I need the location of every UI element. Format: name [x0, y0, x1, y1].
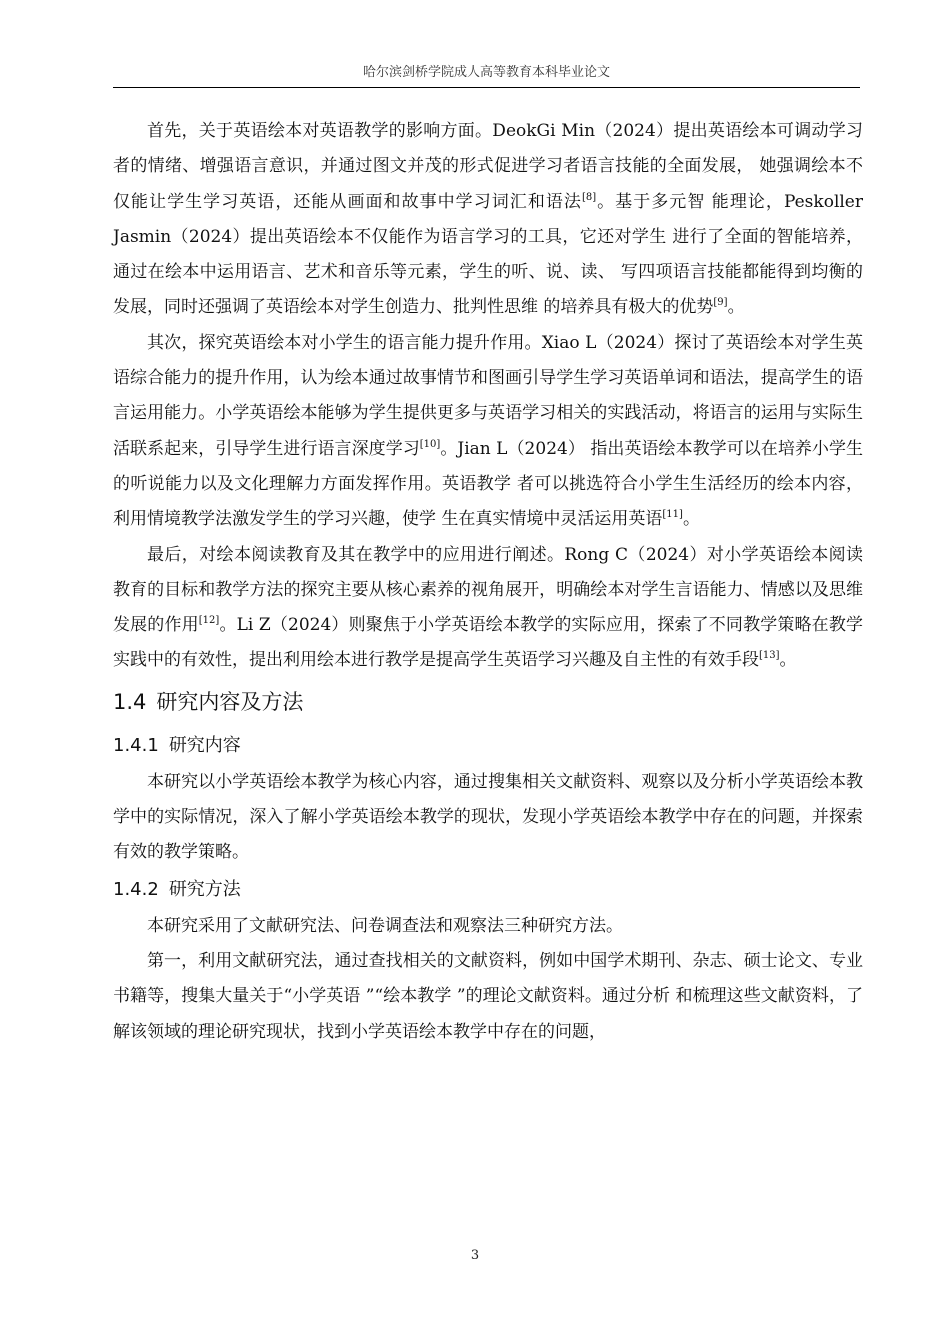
paragraph-text: 。基于多元智 能理论，Peskoller Jasmin（2024）提出英语绘本不仅能作为语言学习的工具，它还对学生 进行了全面的智能培养，通过在绘本中运用语言、艺术和音乐等元素，学生的听、说、读、 写四项语言技能都能得到均衡的发展，同时还强调了英语绘本对学生创造力、批判性思维 的培养具有极大的优势 [113, 191, 863, 318]
paragraph-text: 最后，对绘本阅读教育及其在教学中的应用进行阐述。Rong C（2024）对小学英语绘本阅读教育的目标和教学方法的探究主要从核心素养的视角展开，明确绘本对学生言语能力、情感以及思维发展的作用 [113, 544, 863, 636]
section-number: 1.4 [113, 689, 147, 714]
paragraph-language-ability [113, 326, 863, 538]
citation-10[interactable]: [10] [419, 438, 441, 450]
paragraph-research-content: 本研究以小学英语绘本教学为核心内容，通过搜集相关文献资料、观察以及分析小学英语绘本教学中的实际情况，深入了解小学英语绘本教学的现状，发现小学英语绘本教学中存在的问题，并探索有效的教学策略。 [113, 771, 863, 863]
section-heading-1-4-1 [113, 727, 863, 765]
section-number: 1.4.2 [113, 878, 159, 900]
paragraph-text: 。 [682, 509, 700, 530]
citation-9[interactable]: [9] [713, 297, 728, 309]
paragraph-literature-method: 第一，利用文献研究法，通过查找相关的文献资料，例如中国学术期刊、杂志、硕士论文、专业书籍等，搜集大量关于“小学英语 ”“绘本教学 ”的理论文献资料。通过分析 和梳理这些文献资料，了解该领域的理论研究现状，找到小学英语绘本教学中存在的问题， [113, 950, 863, 1042]
paragraph-text: 。Jian L（2024） 指出英语绘本教学可以在培养小学生的听说能力以及文化理解力方面发挥作用。英语教学 者可以挑选符合小学生生活经历的绘本内容，利用情境教学法激发学生的学习兴趣，使学 生在真实情境中灵活运用英语 [113, 438, 863, 530]
paragraph-text: 。Li Z（2024）则聚焦于小学英语绘本教学的实际应用，探索了不同教学策略在教学实践中的有效性，提出利用绘本进行教学是提高学生英语学习兴趣及自主性的有效手段 [113, 615, 863, 671]
header-rule [113, 87, 860, 88]
section-heading-1-4-2 [113, 871, 863, 909]
citation-12[interactable]: [12] [198, 615, 220, 627]
section-heading-1-4 [113, 681, 863, 723]
paragraph-text: 首先，关于英语绘本对英语教学的影响方面。DeokGi Min（2024）提出英语绘本可调动学习者的情绪、增强语言意识，并通过图文并茂的形式促进学习者语言技能的全面发展， 她强调绘本不仅能让学生学习英语，还能从画面和故事中学习词汇和语法 [113, 121, 863, 212]
paragraph-text: 其次，探究英语绘本对小学生的语言能力提升作用。Xiao L（2024）探讨了英语绘本对学生英语综合能力的提升作用，认为绘本通过故事情节和图画引导学生学习英语单词和语法，提高学生的语言运用能力。小学英语绘本能够为学生提供更多与英语学习相关的实践活动，将语言的运用与实际生活联系起来，引导学生进行语言深度学习 [113, 332, 863, 459]
paragraph-picture-book-impact [113, 114, 863, 326]
section-number: 1.4.1 [113, 734, 159, 756]
page-number: 3 [470, 1248, 480, 1263]
page-body [113, 114, 863, 1050]
paragraph-research-methods-intro: 本研究采用了文献研究法、问卷调查法和观察法三种研究方法。 [147, 915, 623, 936]
running-header: 哈尔滨剑桥学院成人高等教育本科毕业论文 [362, 65, 610, 80]
paragraph-text: 。 [727, 297, 745, 318]
section-title: 研究方法 [168, 878, 241, 900]
section-title: 研究内容及方法 [156, 689, 304, 714]
citation-11[interactable]: [11] [662, 509, 683, 521]
citation-8[interactable]: [8] [581, 191, 597, 203]
paragraph-text: 。 [779, 650, 797, 671]
section-title: 研究内容 [168, 734, 241, 756]
citation-13[interactable]: [13] [759, 650, 780, 662]
paragraph-reading-education [113, 538, 863, 679]
